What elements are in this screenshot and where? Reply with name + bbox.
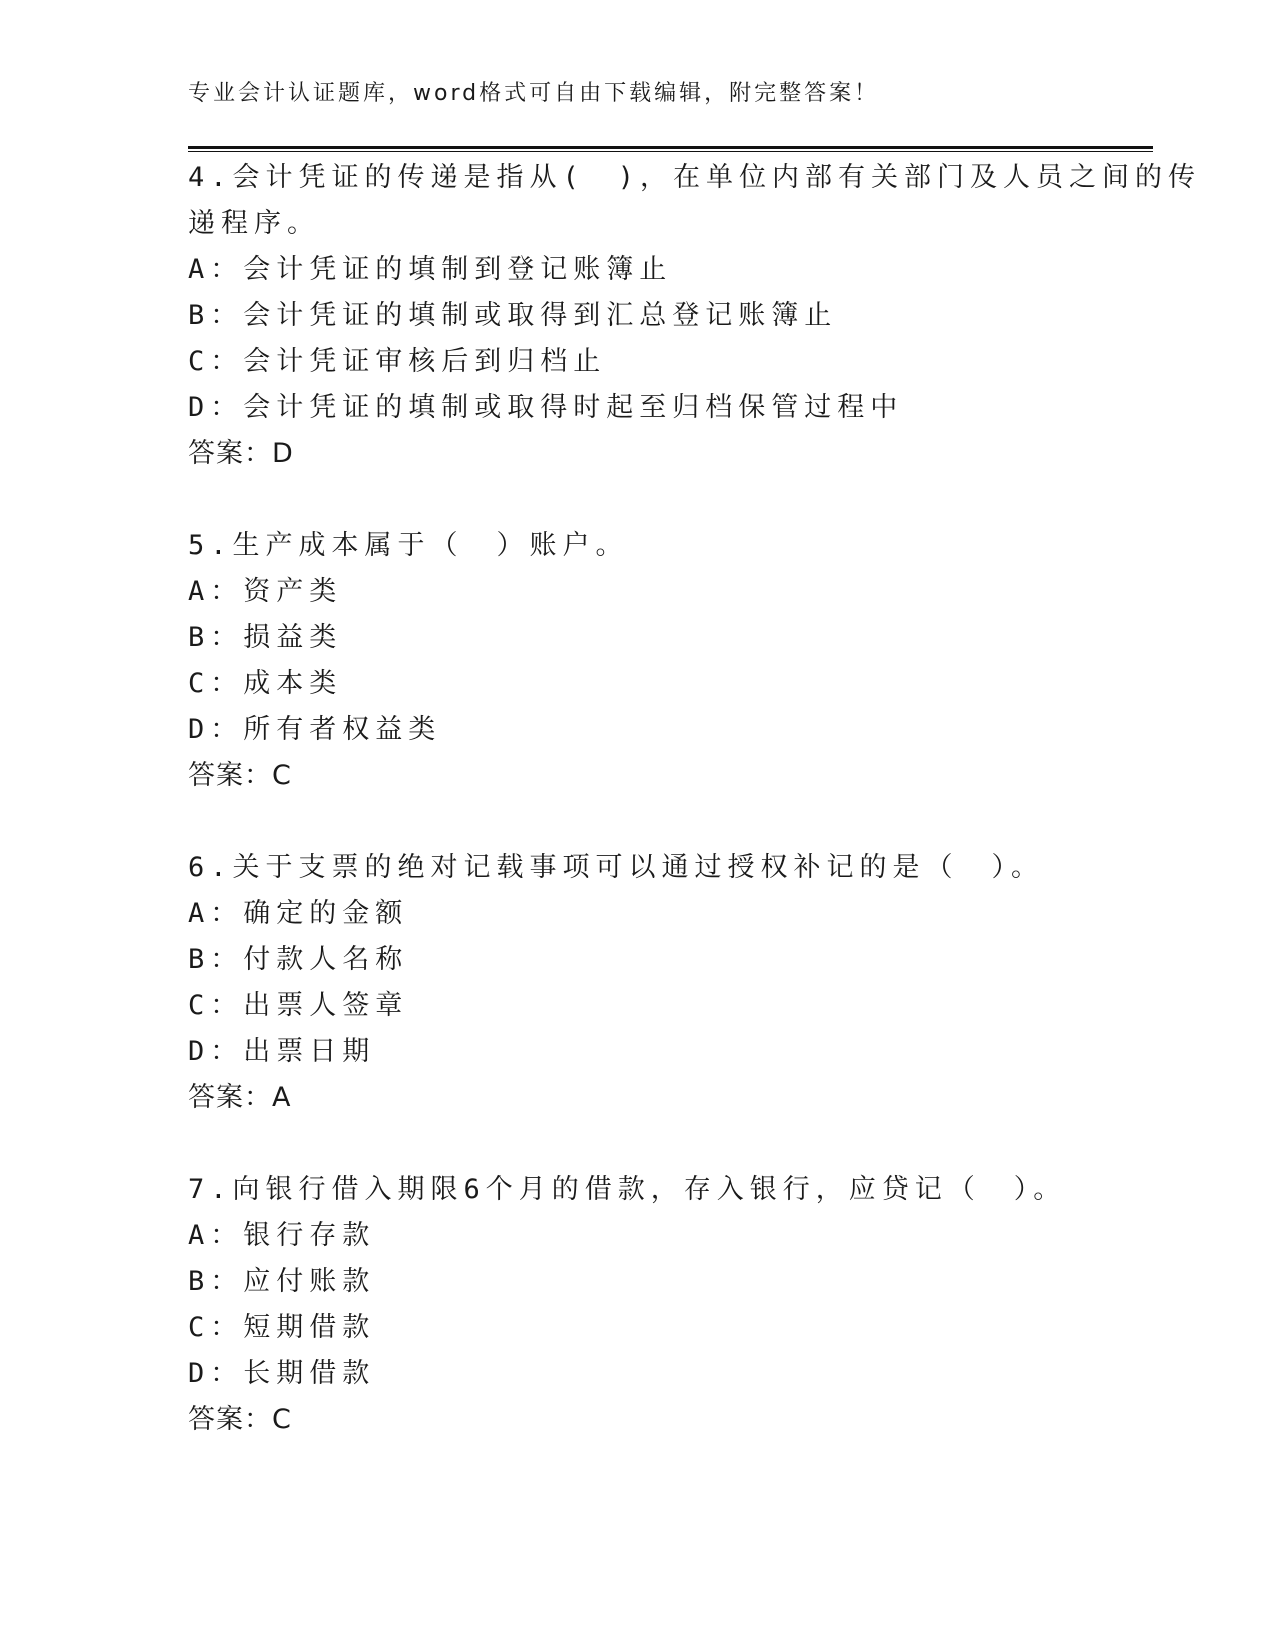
option-a: A：确定的金额 [188,898,409,929]
option-c: C：短期借款 [188,1312,376,1343]
question-stem [188,155,1202,247]
stem-line: 4.会计凭证的传递是指从( )，在单位内部有关部门及人员之间的传 [188,162,1202,193]
page-header: 专业会计认证题库，word格式可自由下载编辑，附完整答案！ [188,81,880,106]
option-b: B：应付账款 [188,1266,376,1297]
stem-line: 5.生产成本属于（ ）账户。 [188,530,629,561]
answer-line: 答案：C [188,1404,292,1435]
option-c: C：出票人签章 [188,990,409,1021]
option-c: C：成本类 [188,668,343,699]
question-6 [188,845,1088,1121]
stem-line: 7.向银行借入期限6个月的借款，存入银行，应贷记（ ）。 [188,1174,1067,1205]
option-a: A：会计凭证的填制到登记账簿止 [188,254,673,285]
option-c: C：会计凭证审核后到归档止 [188,346,607,377]
question-4 [188,155,1202,477]
answer-line: 答案：A [188,1082,292,1113]
answer-line: 答案：D [188,438,294,469]
option-b: B：损益类 [188,622,343,653]
option-b: B：会计凭证的填制或取得到汇总登记账簿止 [188,300,838,331]
answer-line: 答案：C [188,760,292,791]
option-d: D：会计凭证的填制或取得时起至归档保管过程中 [188,392,904,423]
stem-line: 6.关于支票的绝对记载事项可以通过授权补记的是（ ）。 [188,852,1045,883]
question-5 [188,523,1088,799]
header-divider-thin [188,151,1153,152]
option-d: D：长期借款 [188,1358,376,1389]
question-stem [188,1167,1088,1213]
question-7 [188,1167,1088,1443]
question-stem [188,523,1088,569]
stem-line: 递程序。 [188,208,320,239]
header-divider-thick [188,146,1153,149]
question-list [188,155,1202,1489]
option-a: A：资产类 [188,576,343,607]
option-a: A：银行存款 [188,1220,376,1251]
option-d: D：所有者权益类 [188,714,442,745]
option-b: B：付款人名称 [188,944,409,975]
question-stem [188,845,1088,891]
option-d: D：出票日期 [188,1036,376,1067]
